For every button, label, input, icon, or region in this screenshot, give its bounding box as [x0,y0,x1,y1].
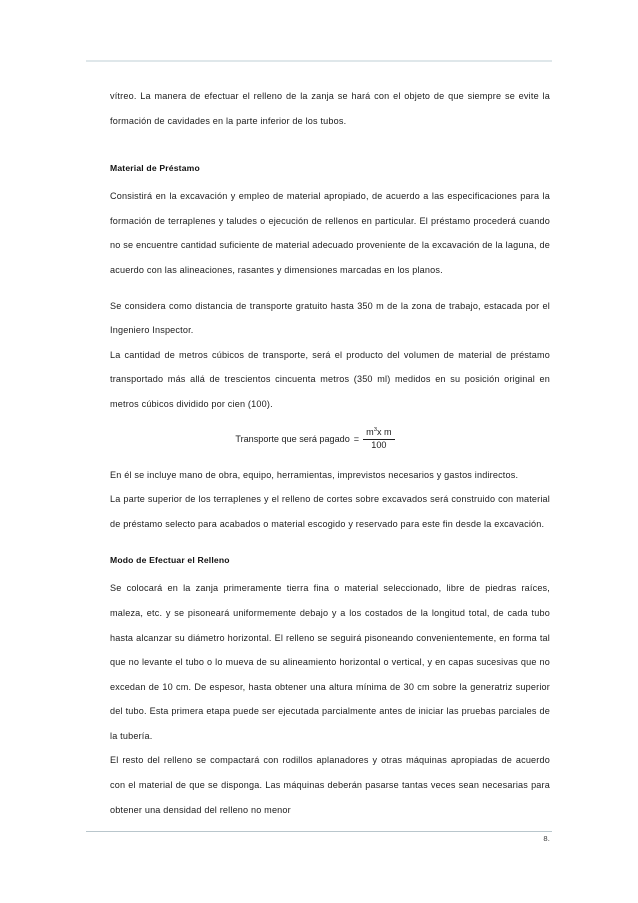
document-body [86,84,552,822]
footer-divider [86,831,552,832]
formula-equals-sign: = [353,433,360,444]
paragraph-1: vítreo. La manera de efectuar el relleno de la zanja se hará con el objeto de que siempre se evite la formación de cavidades en la parte inferior de los tubos. [110,91,550,126]
formula-denominator: 100 [371,439,387,450]
page-content-area [86,60,552,822]
paragraph-5: En él se incluye mano de obra, equipo, herramientas, imprevistos necesarios y gastos indirectos. [110,469,519,480]
formula-label: Transporte que será pagado [235,433,350,444]
page-number: 8. [543,834,550,843]
heading-spacer [110,144,550,156]
formula-transporte-pagado [110,419,550,459]
formula-numerator-rest: x m [376,427,392,437]
section-heading-material-de-prestamo: Material de Préstamo [110,163,200,174]
section-heading-modo-de-efectuar-el-relleno: Modo de Efectuar el Relleno [110,555,230,566]
formula-numerator-base: m [366,427,374,437]
paragraph-3: Se considera como distancia de transporte gratuito hasta 350 m de la zona de trabajo, estacada por el Ingeniero Inspector. [110,300,550,336]
formula-numerator [363,427,395,439]
formula-numerator-exponent: 3 [373,426,377,433]
paragraph-2: Consistirá en la excavación y empleo de material apropiado, de acuerdo a las especificaciones para la formación de terraplenes y taludes o ejecución de rellenos en particular. El préstamo procederá cuando no se encuentre cantidad suficiente de material adecuado proveniente de la excavación de la laguna, de acuerdo con las alineaciones, rasantes y dimensiones marcadas en los planos. [110,191,550,275]
heading-spacer-2 [110,536,550,548]
header-divider [86,60,552,62]
formula-fraction [363,427,395,450]
paragraph-6: La parte superior de los terraplenes y el relleno de cortes sobre excavados será construido con material de préstamo selecto para acabados o material escogido y reservado para este fin desde la excavación. [110,494,550,529]
paragraph-7: Se colocará en la zanja primeramente tierra fina o material seleccionado, libre de piedras raíces, maleza, etc. y se pisoneará uniformemente debajo y a los costados de la longitud total, de cada tubo hasta alcanzar su diámetro horizontal. El relleno se seguirá pisoneando convenientemente, en forma tal que no levante el tubo o lo mueva de su alineamiento horizontal o vertical, y en capas sucesivas que no excedan de 10 cm. De espesor, hasta obtener una altura mínima de 30 cm sobre la generatriz superior del tubo. Esta primera etapa puede ser ejecutada parcialmente antes de iniciar las pruebas parciales de la tubería. [110,583,550,741]
paragraph-4: La cantidad de metros cúbicos de transporte, será el producto del volumen de material de préstamo transportado más allá de trescientos cincuenta metros (350 ml) medidos en su posición original en metros cúbicos dividido por cien (100). [110,349,550,409]
paragraph-8: El resto del relleno se compactará con rodillos aplanadores y otras máquinas apropiadas de acuerdo con el material de que se disponga. Las máquinas deberán pasarse tantas veces sean necesarias para obtener una densidad del relleno no menor [110,755,550,815]
